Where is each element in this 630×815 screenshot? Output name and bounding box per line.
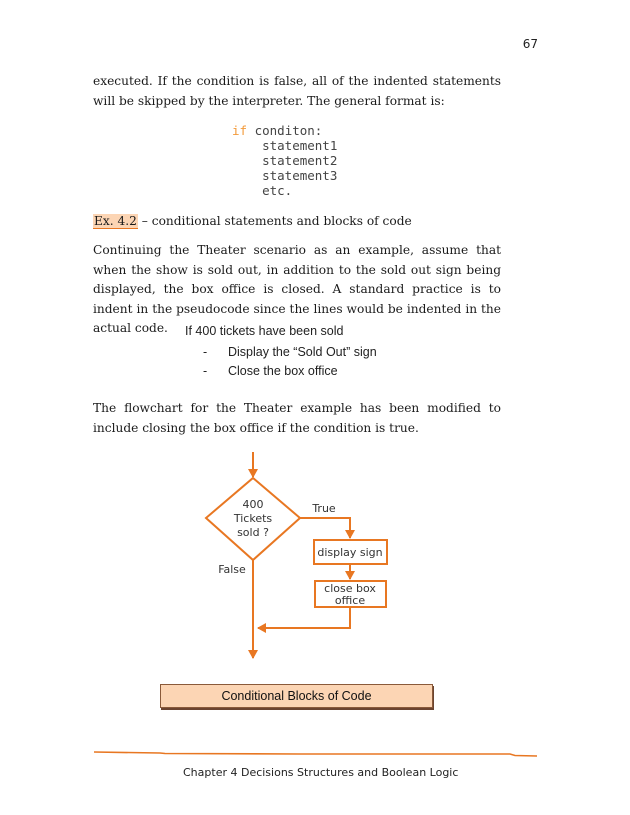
true-branch-line [300, 518, 350, 538]
close-box-label: close box [324, 582, 376, 595]
code-line: etc. [232, 183, 293, 198]
pseudocode-step: - Display the “Sold Out” sign [203, 345, 377, 359]
code-keyword: if [232, 123, 248, 138]
pseudocode-condition: If 400 tickets have been sold [185, 324, 344, 338]
decision-text: 400 [242, 498, 264, 511]
code-line: statement3 [232, 168, 338, 183]
decision-text: Tickets [233, 512, 273, 525]
page-footer: Chapter 4 Decisions Structures and Boolean Logic [183, 766, 459, 779]
pseudocode-step: - Close the box office [203, 364, 338, 378]
code-line: statement2 [232, 153, 338, 168]
page-number: 67 [522, 37, 538, 51]
example-title: – conditional statements and blocks of code [137, 214, 412, 228]
merge-line [258, 607, 350, 628]
footer-rule [94, 752, 537, 756]
true-label: True [312, 502, 336, 515]
code-condition: conditon: [247, 123, 323, 138]
false-label: False [218, 563, 246, 576]
flowchart-paragraph: The flowchart for the Theater example has been modified to include closing the box office if the condition is true. [93, 401, 501, 435]
scenario-paragraph: Continuing the Theater scenario as an example, assume that when the show is sold out, in addition to the sold out sign being displayed, the box office is closed. A standard practice is to indent in the pseudocode since the lines would be indented in the actual code. [93, 243, 501, 335]
close-box-label: office [334, 594, 366, 607]
display-sign-label: display sign [317, 546, 383, 559]
code-line: statement1 [232, 138, 338, 153]
example-label: Ex. 4.2 [94, 214, 137, 228]
figure-caption: Conditional Blocks of Code [160, 684, 433, 708]
intro-paragraph: executed. If the condition is false, all of the indented statements will be skipped by the interpreter. The general format is: [93, 74, 501, 108]
decision-text: sold ? [237, 526, 269, 539]
dash-bullet: - [203, 364, 208, 378]
dash-bullet: - [203, 345, 208, 359]
